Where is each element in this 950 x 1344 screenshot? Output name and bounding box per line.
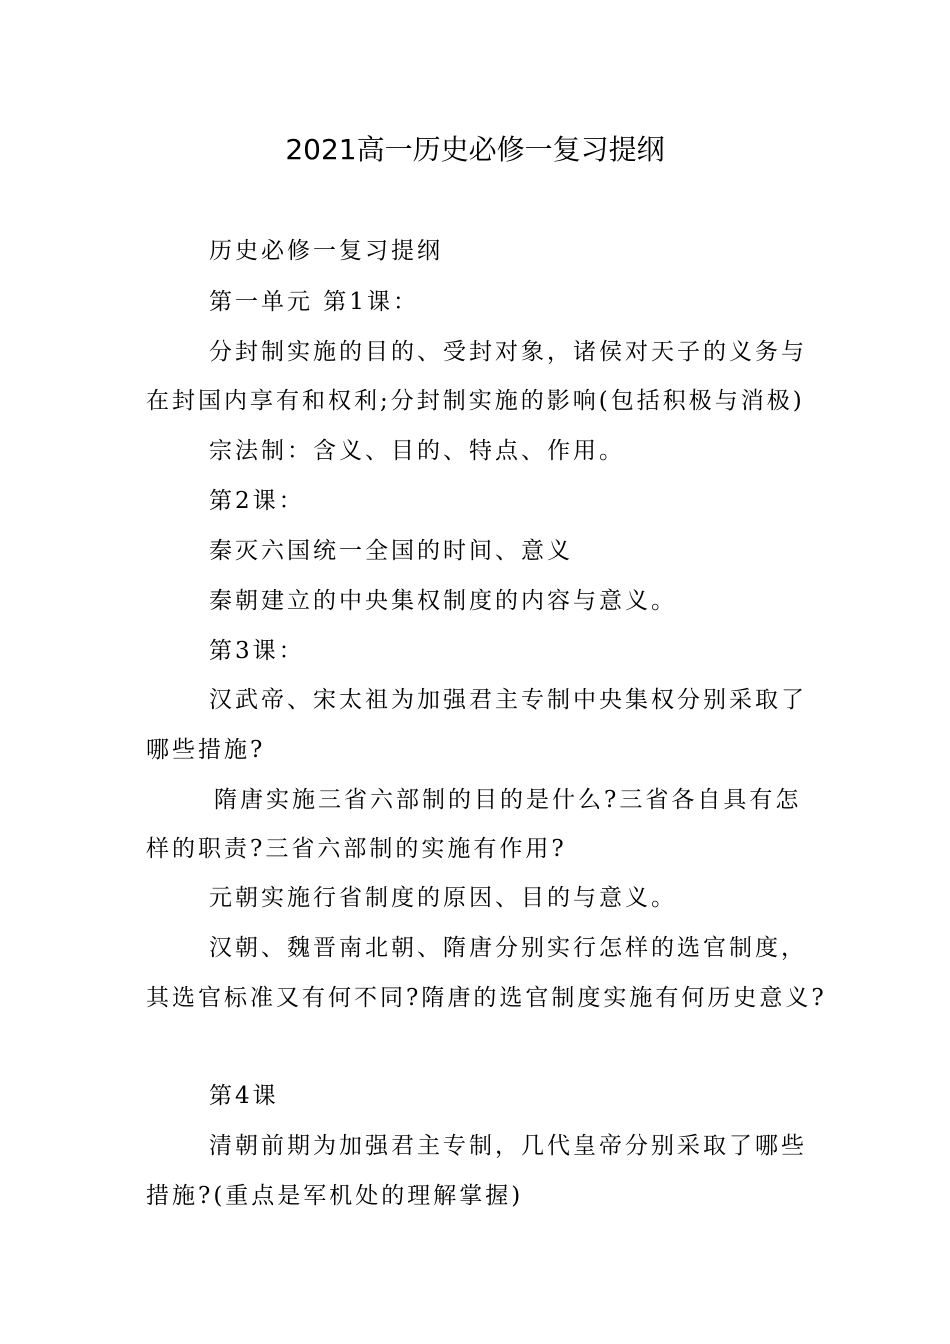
paragraph-han-song-line1: 汉武帝、宋太祖为加强君主专制中央集权分别采取了	[209, 687, 807, 713]
paragraph-zongfa: 宗法制：含义、目的、特点、作用。	[209, 438, 625, 464]
paragraph-unit1-lesson1: 第一单元 第1课：	[209, 289, 419, 315]
paragraph-official-selection-line2: 其选官标准又有何不同?隋唐的选官制度实施有何历史意义?	[146, 985, 827, 1011]
paragraph-qing-line2: 措施?(重点是军机处的理解掌握)	[146, 1183, 524, 1209]
paragraph-outline-heading: 历史必修一复习提纲	[209, 238, 443, 264]
paragraph-fengjian-line1: 分封制实施的目的、受封对象，诸侯对天子的义务与	[209, 339, 807, 365]
paragraph-qin-unification: 秦灭六国统一全国的时间、意义	[209, 538, 573, 564]
document-title: 2021高一历史必修一复习提纲	[285, 133, 665, 166]
paragraph-han-song-line2: 哪些措施?	[146, 737, 266, 763]
paragraph-qin-centralization: 秦朝建立的中央集权制度的内容与意义。	[209, 588, 677, 614]
paragraph-qing-line1: 清朝前期为加强君主专制，几代皇帝分别采取了哪些	[209, 1133, 807, 1159]
paragraph-lesson2: 第2课：	[209, 488, 305, 514]
paragraph-lesson3: 第3课：	[209, 638, 305, 664]
paragraph-yuan-province: 元朝实施行省制度的原因、目的与意义。	[209, 885, 677, 911]
paragraph-sui-tang-line1: 隋唐实施三省六部制的目的是什么?三省各自具有怎	[214, 787, 802, 813]
paragraph-sui-tang-line2: 样的职责?三省六部制的实施有作用?	[146, 836, 567, 862]
paragraph-fengjian-line2: 在封国内享有和权利;分封制实施的影响(包括积极与消极)	[146, 388, 805, 414]
paragraph-official-selection-line1: 汉朝、魏晋南北朝、隋唐分别实行怎样的选官制度，	[209, 935, 807, 961]
paragraph-lesson4: 第4课	[209, 1083, 279, 1109]
